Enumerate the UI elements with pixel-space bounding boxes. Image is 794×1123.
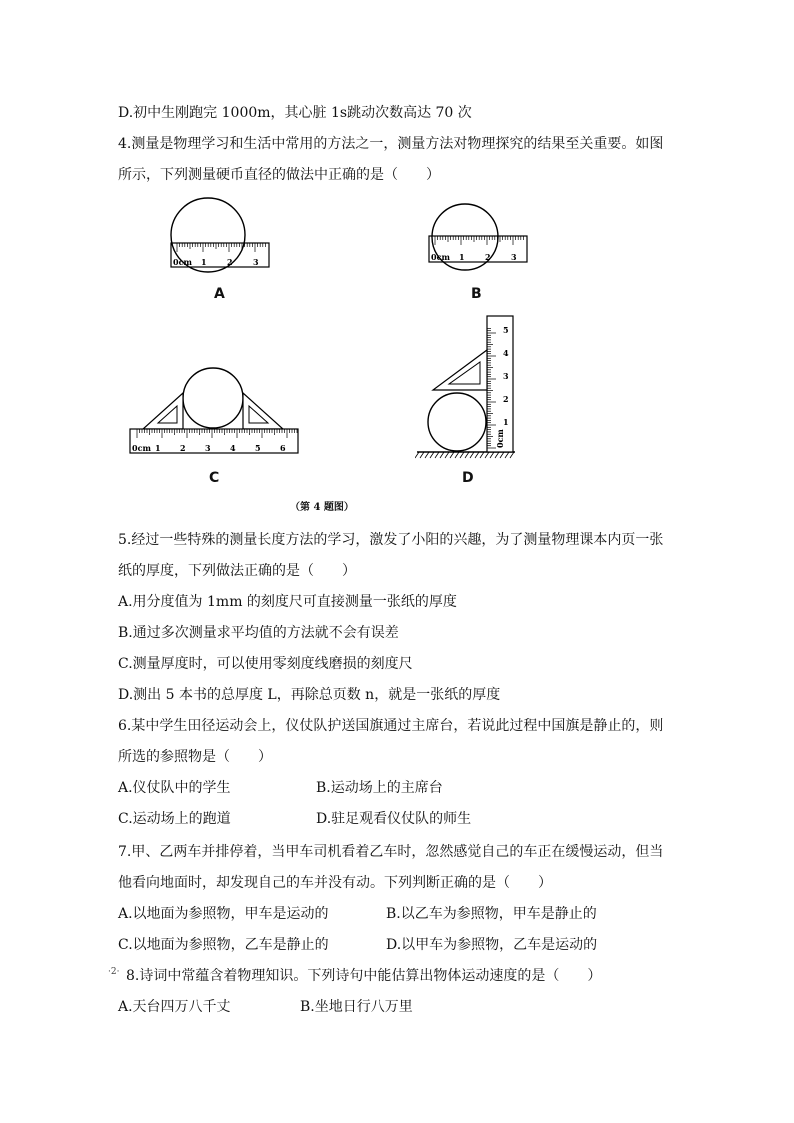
question-4-line-2: 所示，下列测量硬币直径的做法中正确的是（ ）: [118, 167, 440, 183]
question-7-option-c: C.以地面为参照物，乙车是静止的: [118, 937, 329, 953]
ruler-a-2: 2: [227, 257, 233, 267]
figure-d-label: D: [462, 470, 474, 486]
ruler-a-1: 1: [201, 257, 207, 267]
figure-a-drawing: [165, 195, 275, 280]
figure-c: [125, 365, 305, 460]
question-5-line-2: 纸的厚度，下列做法正确的是（ ）: [118, 563, 356, 579]
question-6-option-c: C.运动场上的跑道: [118, 811, 231, 827]
ruler-c-6: 6: [280, 443, 286, 453]
figure-caption: （第 4 题图）: [290, 502, 354, 513]
ruler-a-0: 0cm: [173, 257, 192, 267]
figure-c-drawing: [125, 365, 305, 460]
question-5-option-c: C.测量厚度时，可以使用零刻度线磨损的刻度尺: [118, 656, 413, 672]
figure-c-label: C: [209, 470, 220, 486]
figure-b: [425, 200, 535, 275]
question-5-option-a: A.用分度值为 1mm 的刻度尺可直接测量一张纸的厚度: [118, 594, 457, 610]
ruler-b-1: 1: [459, 252, 465, 262]
ruler-d-2: 2: [503, 394, 509, 404]
question-8-line-1: 8.诗词中常蕴含着物理知识。下列诗句中能估算出物体运动速度的是（ ）: [126, 968, 602, 984]
figure-b-drawing: [425, 200, 535, 275]
ruler-c-5: 5: [255, 443, 261, 453]
ruler-b-2: 2: [485, 252, 491, 262]
question-7-option-d: D.以甲车为参照物，乙车是运动的: [386, 937, 598, 953]
question-7-option-a: A.以地面为参照物，甲车是运动的: [118, 906, 329, 922]
question-6-option-b: B.运动场上的主席台: [316, 780, 443, 796]
figure-a: [165, 195, 275, 280]
question-6-option-a: A.仪仗队中的学生: [118, 780, 231, 796]
option-d-line: D.初中生刚跑完 1000m，其心脏 1s跳动次数高达 70 次: [118, 105, 472, 121]
ruler-b-0: 0cm: [431, 252, 450, 262]
ruler-d-1: 1: [503, 417, 509, 427]
figure-d: [415, 312, 525, 462]
page-marker: ·2·: [108, 967, 120, 977]
question-6-line-1: 6.某中学生田径运动会上，仪仗队护送国旗通过主席台，若说此过程中国旗是静止的，则: [118, 718, 664, 734]
question-4-line-1: 4.测量是物理学习和生活中常用的方法之一，测量方法对物理探究的结果至关重要。如图: [118, 136, 664, 152]
question-7-option-b: B.以乙车为参照物，甲车是静止的: [386, 906, 597, 922]
question-8-option-a: A.天台四万八千丈: [118, 999, 231, 1015]
ruler-d-0: 0cm: [495, 429, 505, 448]
question-8-option-b: B.坐地日行八万里: [300, 999, 413, 1015]
question-5-option-b: B.通过多次测量求平均值的方法就不会有误差: [118, 625, 399, 641]
question-7-line-2: 他看向地面时，却发现自己的车并没有动。下列判断正确的是（ ）: [118, 875, 552, 891]
question-5-line-1: 5.经过一些特殊的测量长度方法的学习，激发了小阳的兴趣，为了测量物理课本内页一张: [118, 532, 664, 548]
question-6-option-d: D.驻足观看仪仗队的师生: [316, 811, 472, 827]
ruler-b-3: 3: [511, 252, 517, 262]
ruler-d-3: 3: [503, 371, 509, 381]
ruler-c-0: 0cm: [132, 443, 151, 453]
ruler-a-3: 3: [253, 257, 259, 267]
ruler-c-4: 4: [230, 443, 236, 453]
question-7-line-1: 7.甲、乙两车并排停着，当甲车司机看着乙车时，忽然感觉自己的车正在缓慢运动，但当: [118, 844, 664, 860]
figure-d-drawing: [415, 312, 525, 462]
figure-a-label: A: [214, 286, 225, 302]
ruler-c-3: 3: [205, 443, 211, 453]
ruler-c-2: 2: [180, 443, 186, 453]
ruler-d-5: 5: [503, 325, 509, 335]
ruler-c-1: 1: [155, 443, 161, 453]
figure-b-label: B: [471, 286, 482, 302]
question-5-option-d: D.测出 5 本书的总厚度 L，再除总页数 n，就是一张纸的厚度: [118, 687, 501, 703]
question-6-line-2: 所选的参照物是（ ）: [118, 749, 272, 765]
ruler-d-4: 4: [503, 348, 509, 358]
